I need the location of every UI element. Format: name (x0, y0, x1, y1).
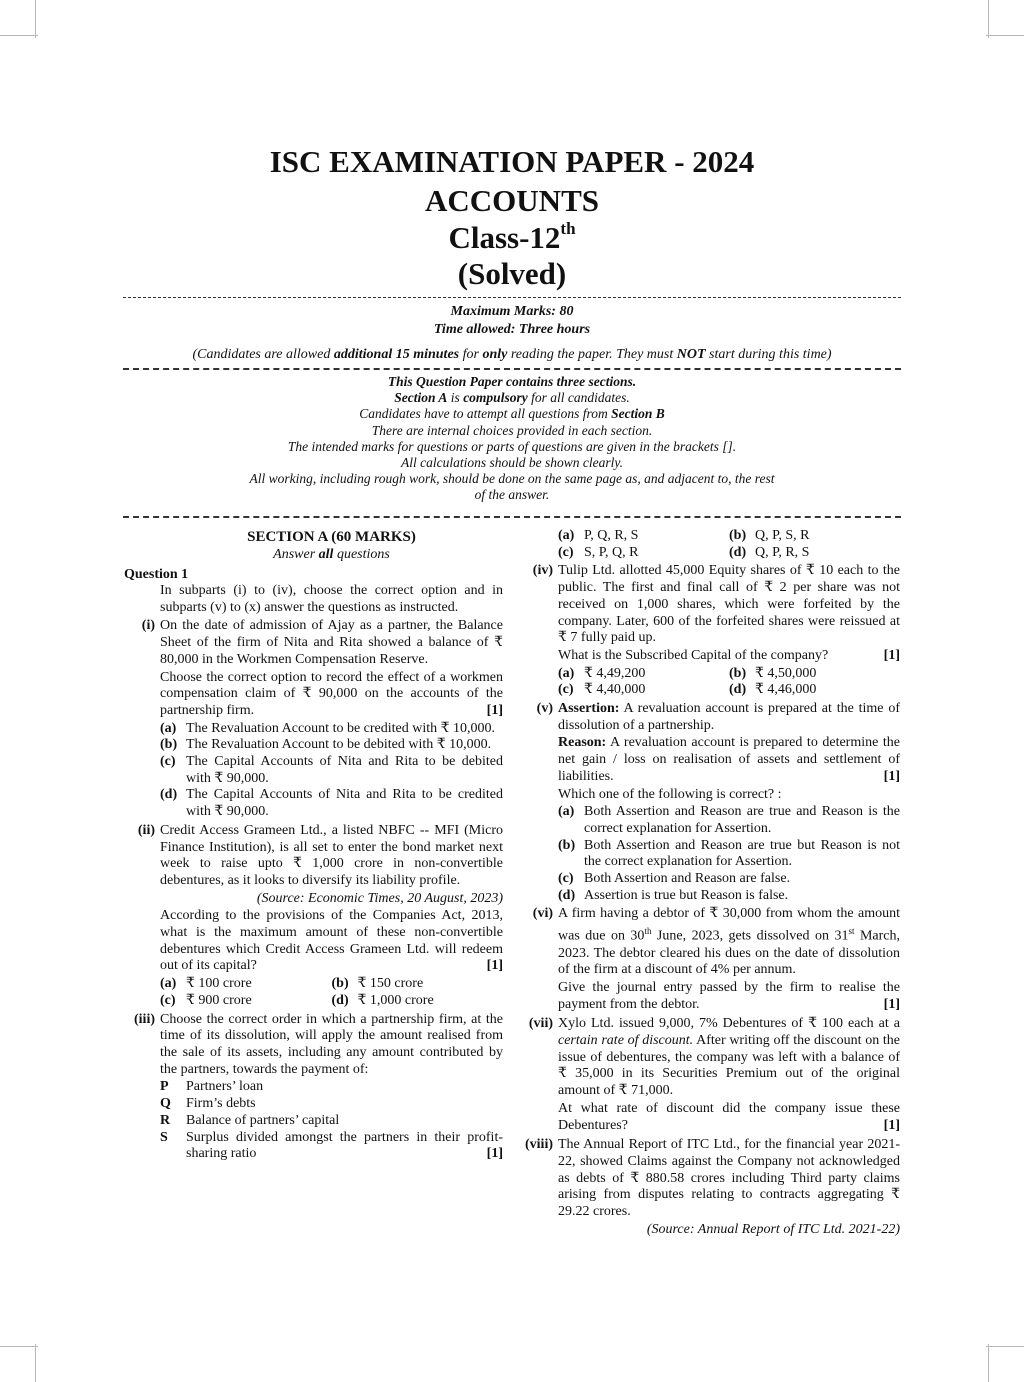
subquestion-iii (124, 1012, 503, 1163)
option: (a) P, Q, R, S (558, 528, 639, 543)
instructions (223, 374, 801, 504)
crop-mark (988, 1344, 989, 1382)
question-text: At what rate of discount did the company issue these Debentures? [1] (558, 1100, 900, 1133)
subquestion-number: (iii) (134, 1011, 155, 1027)
question-label: Question 1 (124, 567, 189, 582)
source-citation: (Source: Economic Times, 20 August, 2023) (256, 890, 503, 906)
order-item: S Surplus divided amongst the partners in their profit-sharing ratio [1] (160, 1129, 503, 1162)
subquestion-number: (iv) (532, 563, 553, 579)
assertion-text: Assertion: A revaluation account is prepared at the time of dissolution of a partnership. (558, 701, 900, 733)
option: (a) ₹ 4,49,200 (558, 665, 646, 681)
option: (a) Both Assertion and Reason are true and Reason is the correct explanation for Assertion. (558, 804, 900, 836)
question-text: Choose the correct order in which a partnership firm, at the time of its dissolution, will apply the amount realised from the sale of its assets, including any amount contributed by the partners, towards the payment of: (160, 1011, 503, 1077)
max-marks: Maximum Marks: 80 (450, 304, 574, 319)
question-text: The Annual Report of ITC Ltd., for the financial year 2021-22, showed Claims against the Company not acknowledged as debts of ₹ 880.58 crores including Third party claims arising from disputes relating to contracts aggregating ₹ 29.22 crores. (558, 1137, 900, 1220)
subquestion-number: (viii) (525, 1137, 553, 1153)
question-text: Tulip Ltd. allotted 45,000 Equity shares of ₹ 10 each to the public. The first and final call of ₹ 2 per share was not received on 1,000 shares, which were forfeited by the company. Later, 600 of the forfeited shares were reissued at ₹ 7 fully paid up. (558, 563, 900, 646)
instruction-line: The intended marks for questions or parts of questions are given in the brackets []. (287, 438, 737, 454)
option: (d) Q, P, R, S (729, 544, 810, 560)
subquestion-ii (124, 823, 503, 1010)
right-column (522, 528, 900, 1239)
left-column (124, 528, 503, 1163)
option: (b) Q, P, S, R (729, 528, 810, 543)
instruction-line: Section A is compulsory for all candidates. (394, 390, 630, 406)
option: (d) ₹ 1,000 crore (331, 992, 434, 1008)
source-citation: (Source: Annual Report of ITC Ltd. 2021-22) (646, 1221, 900, 1237)
option: (b) ₹ 4,50,000 (729, 665, 817, 681)
subquestion-viii (522, 1137, 900, 1239)
order-item: R Balance of partners’ capital (160, 1112, 340, 1128)
paper-title: ISC EXAMINATION PAPER - 2024 (269, 144, 755, 179)
option: (c) ₹ 900 crore (160, 992, 252, 1008)
marks: [1] (883, 1117, 900, 1133)
instruction-line: This Question Paper contains three sections. (387, 374, 637, 389)
subquestion-i (124, 618, 503, 820)
option: (d) The Capital Accounts of Nita and Rita to be credited with ₹ 90,000. (160, 787, 503, 820)
question-text: On the date of admission of Ajay as a partner, the Balance Sheet of the firm of Nita and Rita showed a balance of ₹ 80,000 in the Workmen Compensation Reserve. (160, 618, 503, 667)
instruction-line: There are internal choices provided in each section. (371, 422, 653, 438)
section-subtitle: Answer all questions (273, 547, 390, 562)
subject-title: ACCOUNTS (425, 183, 599, 218)
instruction-line: of the answer. (474, 487, 550, 503)
instruction-line: All calculations should be shown clearly. (401, 455, 623, 471)
question-text: Give the journal entry passed by the firm to realise the payment from the debtor. [1] (558, 979, 900, 1012)
question-text: According to the provisions of the Companies Act, 2013, what is the maximum amount of these non-convertible debentures which Credit Access Grameen Ltd. will redeem out of its capital? [1] (160, 908, 503, 974)
marks: [1] (486, 958, 503, 974)
question-text: Which one of the following is correct? : (558, 786, 782, 802)
option: (b) ₹ 150 crore (331, 976, 424, 992)
question-text: A firm having a debtor of ₹ 30,000 from whom the amount was due on 30th June, 2023, gets dissolved on 31st March, 2023. The debtor cleared his dues on the date of dissolution of the firm at a discount of 4% per annum. (558, 906, 900, 978)
subquestion-iv (522, 563, 900, 699)
question-text: Choose the correct option to record the effect of a workmen compensation claim of ₹ 90,000 on the accounts of the partnership firm. [1] (160, 669, 503, 718)
option: (c) S, P, Q, R (558, 544, 639, 560)
crop-mark (986, 1346, 1024, 1347)
solved-title: (Solved) (457, 256, 567, 291)
divider (123, 516, 901, 518)
instruction-line: All working, including rough work, should be done on the same page as, and adjacent to, the rest (249, 471, 775, 487)
subquestion-number: (i) (141, 618, 155, 634)
question-text: What is the Subscribed Capital of the company? [1] (558, 647, 900, 663)
subquestion-number: (vi) (532, 906, 553, 922)
option: (c) Both Assertion and Reason are false. (558, 871, 791, 887)
time-allowed: Time allowed: Three hours (433, 322, 591, 337)
subquestion-number: (vii) (528, 1016, 553, 1032)
crop-mark (35, 1344, 36, 1382)
option: (b) Both Assertion and Reason are true but Reason is not the correct explanation for Assertion. (558, 837, 900, 870)
subquestion-number: (v) (536, 701, 553, 717)
marks: [1] (883, 647, 900, 663)
section-title: SECTION A (60 MARKS) (247, 529, 416, 545)
instruction-line: Candidates have to attempt all questions from Section B (359, 406, 665, 422)
reason-text: Reason: A revaluation account is prepared to determine the net gain / loss on realisation of assets and settlement of liabilities. [1] (558, 735, 900, 784)
subquestion-vii (522, 1016, 900, 1135)
subquestion-number: (ii) (137, 822, 155, 838)
subquestion-v (522, 701, 900, 904)
option: (d) ₹ 4,46,000 (729, 682, 817, 698)
reading-time-note: (Candidates are allowed additional 15 minutes for only reading the paper. They must NOT start during this time) (192, 347, 832, 362)
option: (a) ₹ 100 crore (160, 976, 252, 992)
option: (a) The Revaluation Account to be credited with ₹ 10,000. (160, 720, 496, 736)
marks: [1] (486, 702, 503, 718)
marks: [1] (883, 768, 900, 784)
option: (c) ₹ 4,40,000 (558, 682, 646, 698)
crop-mark (986, 35, 1024, 36)
crop-mark (35, 0, 36, 38)
question-text: Credit Access Grameen Ltd., a listed NBFC -- MFI (Micro Finance Institution), is all set to enter the bond market next week to raise upto ₹ 1,000 crore in non-convertible debentures, as it looks to diversify its liability profile. (160, 822, 503, 888)
divider (123, 297, 901, 298)
order-item: Q Firm’s debts (160, 1096, 256, 1112)
divider (123, 368, 901, 370)
crop-mark (0, 1346, 38, 1347)
order-item: P Partners’ loan (160, 1079, 264, 1095)
option: (b) The Revaluation Account to be debited with ₹ 10,000. (160, 737, 492, 753)
marks: [1] (883, 996, 900, 1012)
crop-mark (988, 0, 989, 38)
option: (c) The Capital Accounts of Nita and Rita to be debited with ₹ 90,000. (160, 754, 503, 786)
subquestion-vi (522, 906, 900, 1014)
class-title: Class-12th (448, 219, 576, 255)
subquestion-iii-options (522, 528, 900, 561)
question-intro: In subparts (i) to (iv), choose the correct option and in subparts (v) to (x) answer the questions as instructed. (160, 583, 503, 615)
option: (d) Assertion is true but Reason is false. (558, 887, 789, 903)
question-text: Xylo Ltd. issued 9,000, 7% Debentures of ₹ 100 each at a certain rate of discount. After writing off the discount on the issue of debentures, the company was left with a balance of ₹ 35,000 in its Securities Premium out of the original amount of ₹ 71,000. (558, 1016, 900, 1099)
crop-mark (0, 35, 38, 36)
marks: [1] (486, 1146, 503, 1162)
